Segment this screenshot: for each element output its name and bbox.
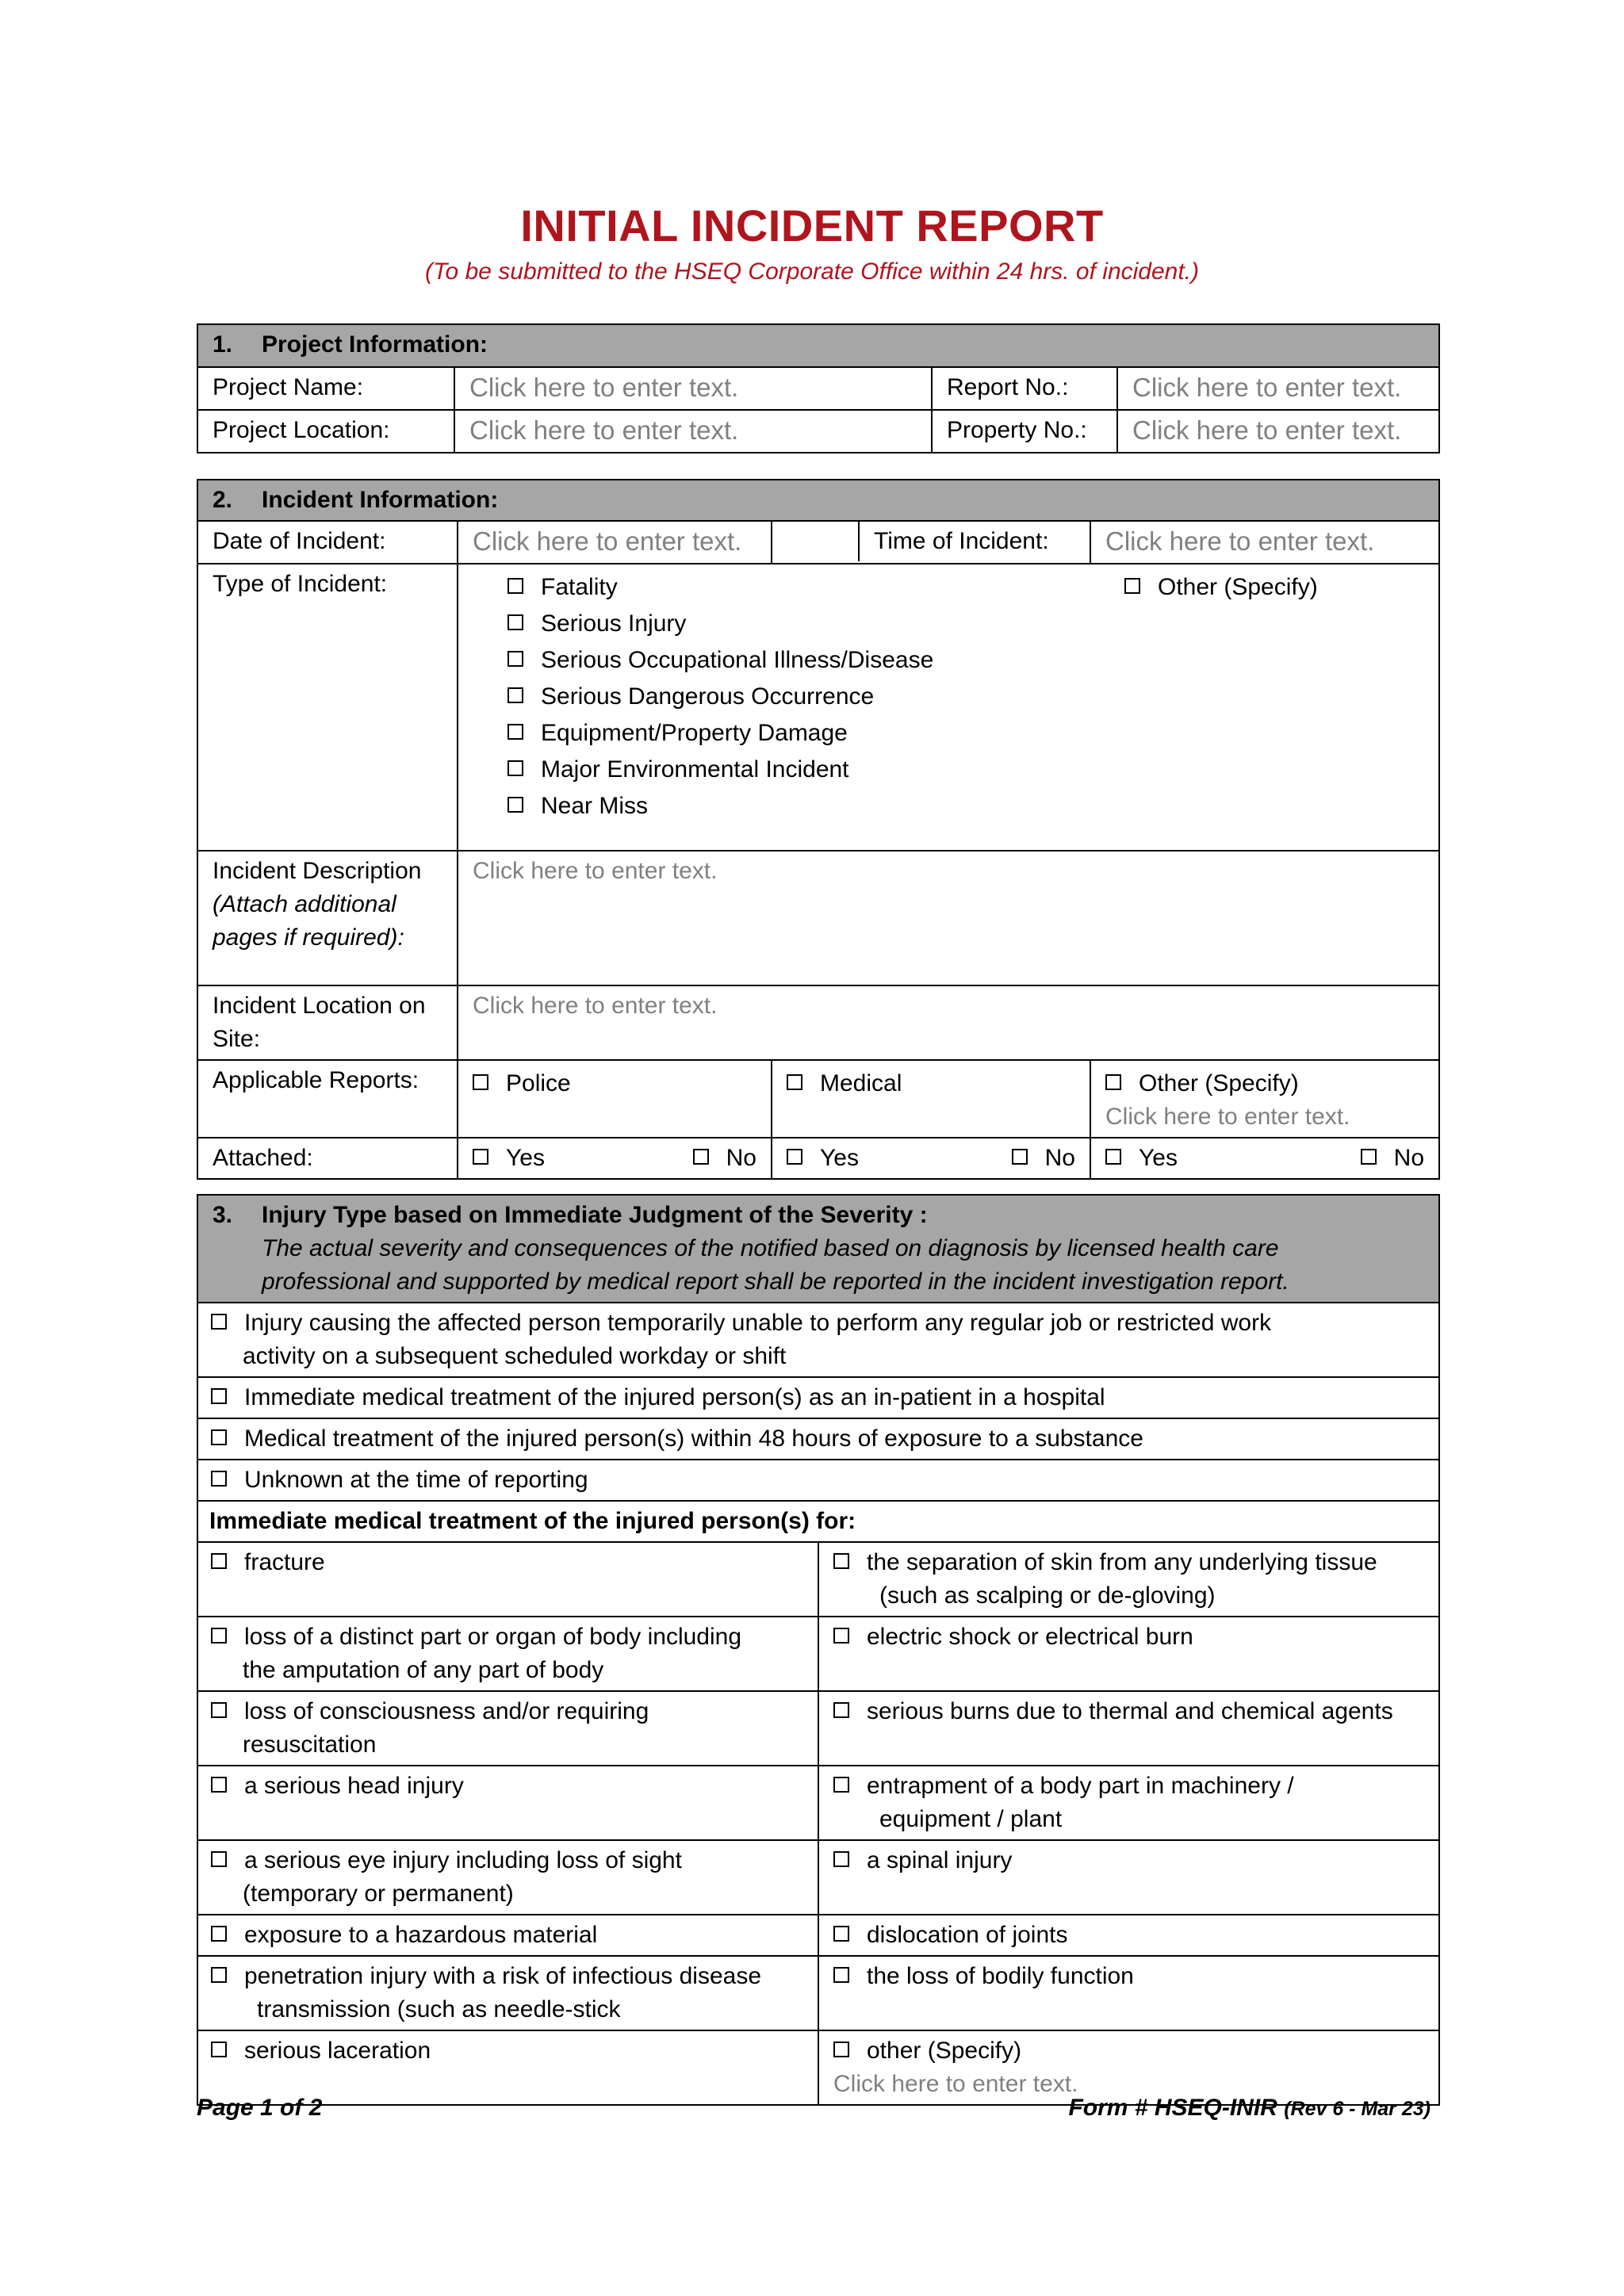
- treatment-option[interactable]: [818, 1542, 1439, 1617]
- injury-option-3[interactable]: [197, 1418, 1439, 1460]
- checkbox-icon[interactable]: [833, 1851, 849, 1867]
- text-label: Other (Specify): [1158, 574, 1318, 600]
- text-label: Other (Specify): [1139, 1070, 1299, 1096]
- project-information-table: [197, 323, 1440, 453]
- type-option[interactable]: [508, 679, 933, 715]
- text-label: Major Environmental Incident: [541, 756, 849, 783]
- checkbox-icon[interactable]: [211, 1926, 227, 1942]
- text-label: exposure to a hazardous material: [244, 1922, 598, 1948]
- text-label: No: [726, 1145, 756, 1171]
- checkbox-icon[interactable]: [508, 724, 523, 740]
- text-label: Yes: [820, 1145, 859, 1171]
- checkbox-icon[interactable]: [833, 1702, 849, 1718]
- text-label: Incident Information:: [262, 487, 499, 513]
- text-label: 3.: [213, 1202, 233, 1228]
- treatment-option[interactable]: [818, 1766, 1439, 1840]
- incident-information-table: [197, 479, 1440, 1180]
- type-of-incident-options: [458, 564, 1439, 851]
- text-label: 2.: [213, 487, 233, 513]
- checkbox-icon[interactable]: [1361, 1149, 1377, 1165]
- text-label: Police: [506, 1070, 571, 1096]
- checkbox-icon[interactable]: [508, 651, 523, 667]
- text-label: activity on a subsequent scheduled workday or shift: [243, 1343, 787, 1369]
- checkbox-icon[interactable]: [508, 687, 523, 703]
- incident-location-field[interactable]: [458, 985, 1439, 1060]
- text-label: Serious Injury: [541, 610, 687, 637]
- treatment-option[interactable]: [197, 1840, 818, 1915]
- treatment-option[interactable]: [818, 1915, 1439, 1956]
- text-label: Medical: [820, 1070, 902, 1096]
- treatment-option[interactable]: [197, 1542, 818, 1617]
- text-label: fracture: [244, 1549, 325, 1575]
- text-label: Click here to enter text.: [1105, 526, 1375, 556]
- text-label: resuscitation: [243, 1732, 377, 1758]
- text-label: Click here to enter text.: [473, 526, 742, 556]
- treatment-option[interactable]: [197, 2030, 818, 2105]
- injury-type-table: [197, 1194, 1440, 2106]
- checkbox-icon[interactable]: [1105, 1149, 1121, 1165]
- text-label: No: [1393, 1145, 1425, 1171]
- text-label: professional and supported by medical report shall be reported in the incident investigation report.: [262, 1269, 1289, 1295]
- report-no-field[interactable]: [1117, 367, 1439, 410]
- type-of-incident-label: Type of Incident:: [197, 564, 458, 851]
- text-label: (temporary or permanent): [243, 1881, 514, 1907]
- property-no-label: Property No.:: [932, 410, 1117, 453]
- treatment-option[interactable]: [818, 1956, 1439, 2030]
- text-label: pages if required):: [213, 924, 404, 951]
- page-title: INITIAL INCIDENT REPORT: [520, 201, 1104, 251]
- checkbox-icon[interactable]: [211, 1553, 227, 1569]
- injury-option-1[interactable]: [197, 1303, 1439, 1377]
- form-number: [1068, 2095, 1431, 2122]
- incident-description-label: [197, 851, 458, 985]
- text-label: Injury Type based on Immediate Judgment of the Severity :: [262, 1202, 928, 1228]
- report-medical[interactable]: [772, 1060, 1090, 1138]
- checkbox-icon[interactable]: [833, 1628, 849, 1644]
- text-label: dislocation of joints: [867, 1922, 1068, 1948]
- checkbox-icon[interactable]: [833, 1553, 849, 1569]
- treatment-other-field: Click here to enter text.: [833, 2071, 1078, 2097]
- text-label: equipment / plant: [879, 1806, 1063, 1832]
- project-name-label: Project Name:: [197, 367, 454, 410]
- incident-description-field[interactable]: [458, 851, 1439, 985]
- text-label: (such as scalping or de-gloving): [879, 1582, 1216, 1609]
- checkbox-icon[interactable]: [211, 2042, 227, 2057]
- text-label: Injury causing the affected person temporarily unable to perform any regular job or restricted work: [244, 1310, 1272, 1336]
- type-option[interactable]: [508, 788, 933, 825]
- text-label: Click here to enter text.: [473, 993, 718, 1019]
- date-of-incident-field[interactable]: [458, 521, 772, 564]
- incident-location-label: [197, 985, 458, 1060]
- type-option[interactable]: [508, 715, 933, 752]
- checkbox-icon[interactable]: [211, 1967, 227, 1983]
- page-subtitle: (To be submitted to the HSEQ Corporate Office within 24 hrs. of incident.): [424, 258, 1200, 285]
- treatment-option[interactable]: [197, 1617, 818, 1691]
- section-3-header: [197, 1195, 1439, 1303]
- text-label: No: [1044, 1145, 1075, 1171]
- project-name-field[interactable]: [454, 367, 932, 410]
- treatment-option[interactable]: [197, 1956, 818, 2030]
- checkbox-icon[interactable]: [211, 1777, 227, 1793]
- checkbox-icon[interactable]: [508, 614, 523, 630]
- text-label: Click here to enter text.: [1132, 373, 1402, 402]
- text-label: loss of a distinct part or organ of body including: [244, 1624, 742, 1650]
- text-label: a serious eye injury including loss of sight: [244, 1847, 682, 1873]
- text-label: other (Specify): [867, 2038, 1022, 2064]
- text-label: transmission (such as needle-stick: [257, 1996, 621, 2022]
- text-label: Form # HSEQ-INIR: [1068, 2095, 1277, 2121]
- text-label: the separation of skin from any underlying tissue: [867, 1549, 1377, 1575]
- text-label: penetration injury with a risk of infectious disease: [244, 1963, 762, 1989]
- attached-medical[interactable]: [772, 1138, 1090, 1179]
- attached-police[interactable]: [458, 1138, 772, 1179]
- checkbox-icon[interactable]: [211, 1471, 227, 1487]
- checkbox-icon[interactable]: [693, 1149, 709, 1165]
- checkbox-icon[interactable]: [508, 578, 523, 594]
- checkbox-icon[interactable]: [508, 760, 523, 776]
- treatment-option[interactable]: [818, 1691, 1439, 1766]
- immediate-treatment-subheader: Immediate medical treatment of the injured person(s) for:: [197, 1501, 1439, 1542]
- time-of-incident-field[interactable]: [1090, 521, 1439, 564]
- injury-option-4[interactable]: [197, 1460, 1439, 1501]
- type-option[interactable]: [508, 606, 933, 642]
- treatment-option[interactable]: [197, 1691, 818, 1766]
- section-1-header: [197, 324, 1439, 367]
- text-label: (Rev 6 - Mar 23): [1284, 2098, 1431, 2120]
- text-label: Serious Occupational Illness/Disease: [541, 647, 934, 673]
- checkbox-icon[interactable]: [1105, 1074, 1121, 1090]
- report-no-label: Report No.:: [932, 367, 1117, 410]
- checkbox-icon[interactable]: [473, 1074, 488, 1090]
- date-of-incident-label: Date of Incident:: [197, 521, 458, 564]
- text-label: Site:: [213, 1026, 261, 1052]
- text-label: a serious head injury: [244, 1773, 464, 1799]
- text-label: Click here to enter text.: [473, 858, 718, 884]
- text-label: Fatality: [541, 574, 618, 600]
- checkbox-icon[interactable]: [211, 1628, 227, 1644]
- text-label: loss of consciousness and/or requiring: [244, 1698, 649, 1724]
- text-label: Medical treatment of the injured person(s) within 48 hours of exposure to a substance: [244, 1425, 1143, 1452]
- type-option[interactable]: [508, 642, 933, 679]
- report-other-field: Click here to enter text.: [1105, 1104, 1350, 1130]
- text-label: (Attach additional: [213, 891, 396, 917]
- project-location-label: Project Location:: [197, 410, 454, 453]
- text-label: the amputation of any part of body: [243, 1657, 604, 1683]
- text-label: Yes: [506, 1145, 545, 1171]
- attached-label: Attached:: [197, 1138, 458, 1179]
- applicable-reports-label: Applicable Reports:: [197, 1060, 458, 1138]
- text-label: Project Information:: [262, 331, 488, 358]
- text-label: serious burns due to thermal and chemical agents: [867, 1698, 1393, 1724]
- text-label: electric shock or electrical burn: [867, 1624, 1193, 1650]
- attached-other[interactable]: [1090, 1138, 1439, 1179]
- text-label: entrapment of a body part in machinery /: [867, 1773, 1294, 1799]
- checkbox-icon[interactable]: [211, 1851, 227, 1867]
- section-2-header: [197, 480, 1439, 521]
- report-police[interactable]: [458, 1060, 772, 1138]
- time-of-incident-label: [772, 521, 1090, 564]
- treatment-option[interactable]: [818, 1617, 1439, 1691]
- checkbox-icon[interactable]: [1124, 578, 1140, 594]
- text-label: Equipment/Property Damage: [541, 720, 848, 746]
- checkbox-icon[interactable]: [473, 1149, 488, 1165]
- checkbox-icon[interactable]: [787, 1074, 802, 1090]
- checkbox-icon[interactable]: [833, 1777, 849, 1793]
- text-label: Click here to enter text.: [1132, 415, 1402, 445]
- type-option-other[interactable]: [1124, 569, 1318, 606]
- text-label: Yes: [1139, 1145, 1178, 1171]
- checkbox-icon[interactable]: [211, 1388, 227, 1404]
- injury-option-2[interactable]: [197, 1377, 1439, 1418]
- text-label: Incident Location on: [213, 993, 426, 1019]
- treatment-option[interactable]: [818, 1840, 1439, 1915]
- text-label: Serious Dangerous Occurrence: [541, 683, 875, 710]
- type-option[interactable]: [508, 752, 933, 788]
- checkbox-icon[interactable]: [211, 1429, 227, 1445]
- checkbox-icon[interactable]: [211, 1702, 227, 1718]
- text-label: Unknown at the time of reporting: [244, 1467, 588, 1493]
- text-label: the loss of bodily function: [867, 1963, 1134, 1989]
- type-option[interactable]: [508, 569, 933, 606]
- treatment-option[interactable]: [197, 1766, 818, 1840]
- text-label: Time of Incident:: [874, 528, 1049, 554]
- treatment-option-other[interactable]: [818, 2030, 1439, 2105]
- text-label: a spinal injury: [867, 1847, 1013, 1873]
- checkbox-icon[interactable]: [833, 1926, 849, 1942]
- text-label: Incident Description: [213, 858, 422, 884]
- text-label: Immediate medical treatment of the injured person(s) as an in-patient in a hospital: [244, 1384, 1105, 1410]
- text-label: The actual severity and consequences of the notified based on diagnosis by licensed health care: [262, 1235, 1279, 1261]
- checkbox-icon[interactable]: [211, 1314, 227, 1330]
- property-no-field[interactable]: [1117, 410, 1439, 453]
- checkbox-icon[interactable]: [787, 1149, 802, 1165]
- text-label: serious laceration: [244, 2038, 431, 2064]
- checkbox-icon[interactable]: [833, 1967, 849, 1983]
- treatment-option[interactable]: [197, 1915, 818, 1956]
- project-location-field[interactable]: [454, 410, 932, 453]
- report-other[interactable]: [1090, 1060, 1439, 1138]
- checkbox-icon[interactable]: [1012, 1149, 1028, 1165]
- text-label: Near Miss: [541, 793, 649, 819]
- text-label: Click here to enter text.: [469, 373, 739, 402]
- text-label: 1.: [213, 331, 233, 358]
- checkbox-icon[interactable]: [833, 2042, 849, 2057]
- checkbox-icon[interactable]: [508, 797, 523, 813]
- text-label: Click here to enter text.: [469, 415, 739, 445]
- page-number: Page 1 of 2: [197, 2095, 323, 2121]
